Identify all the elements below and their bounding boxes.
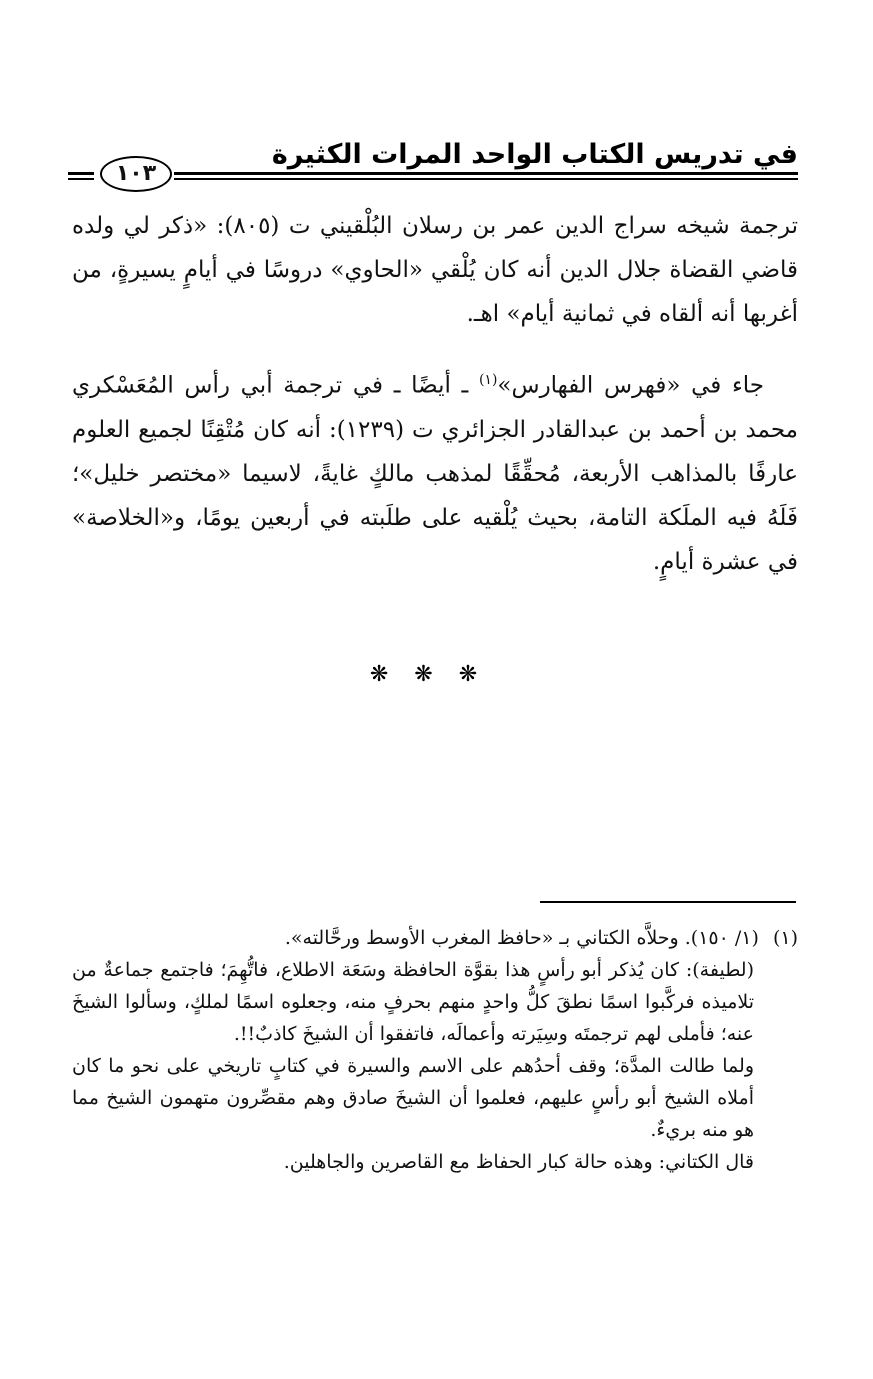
header-rule-left-thin [68, 178, 94, 180]
footnote-separator [540, 901, 796, 903]
running-header [68, 138, 798, 188]
footnote-1 [72, 922, 798, 954]
running-header-title: في تدريس الكتاب الواحد المرات الكثيرة [271, 139, 798, 170]
paragraph-2 [72, 358, 798, 584]
page-number: ١٠٣ [100, 156, 172, 192]
main-text [72, 204, 798, 584]
footnotes [72, 922, 798, 1178]
footnote-line-1: (١/ ١٥٠). وحلاَّه الكتاني بـ «حافظ المغرب الأوسط ورحَّالته». [284, 927, 759, 949]
paragraph-1: ترجمة شيخه سراج الدين عمر بن رسلان البُلْقيني ت (٨٠٥): «ذكر لي ولده قاضي القضاة جلال الدين أنه كان يُلْقي «الحاوي» دروسًا في أيامٍ يسيرةٍ، من أغربها أنه ألقاه في ثمانية أيام» اهـ. [72, 213, 798, 327]
paragraph-2-lead: جاء في «فهرس الفهارس» [497, 372, 764, 399]
footnote-reference: (١) [478, 372, 498, 388]
section-divider-ornament: ❋❋❋ [369, 662, 504, 687]
footnote-marker: (١) [772, 927, 798, 949]
footnote-line-2: (لطيفة): كان يُذكر أبو رأسٍ هذا بقوَّة الحافظة وسَعَة الاطلاع، فاتُّهِمَ؛ فاجتمع جماعةٌ من تلاميذه فركَّبوا اسمًا نطقَ كلُّ واحدٍ منهم بحرفٍ منه، وجعلوه اسمًا لملكٍ، وسألوا الشيخَ عنه؛ فأملى لهم ترجمتَه وسِيَرته وأعمالَه، فاتفقوا أن الشيخَ كاذبٌ!!. [72, 959, 754, 1045]
header-rule-thick [174, 172, 798, 175]
header-rule-left-thick [68, 172, 94, 175]
paragraph-2-rest: ـ أيضًا ـ في ترجمة أبي رأس المُعَسْكري محمد بن أحمد بن عبدالقادر الجزائري ت (١٢٣٩): أنه كان مُتْقِنًا لجميع العلوم عارفًا بالمذاهب الأربعة، مُحقِّقًا لمذهب مالكٍ غايةً، لاسيما «مختصر خليل»؛ فَلَهُ فيه الملَكة التامة، بحيث يُلْقيه على طلَبته في أربعين يومًا، و«الخلاصة» في عشرة أيامٍ. [72, 372, 798, 575]
header-rule-thin [174, 178, 798, 180]
footnote-line-4: قال الكتاني: وهذه حالة كبار الحفاظ مع القاصرين والجاهلين. [283, 1151, 754, 1173]
footnote-line-3: ولما طالت المدَّة؛ وقف أحدُهم على الاسم والسيرة في كتابٍ تاريخي على نحو ما كان أملاه الشيخ أبو رأسٍ عليهم، فعلموا أن الشيخَ صادق وهم مقصِّرون متهمون الشيخ مما هو منه بريءٌ. [72, 1055, 754, 1141]
